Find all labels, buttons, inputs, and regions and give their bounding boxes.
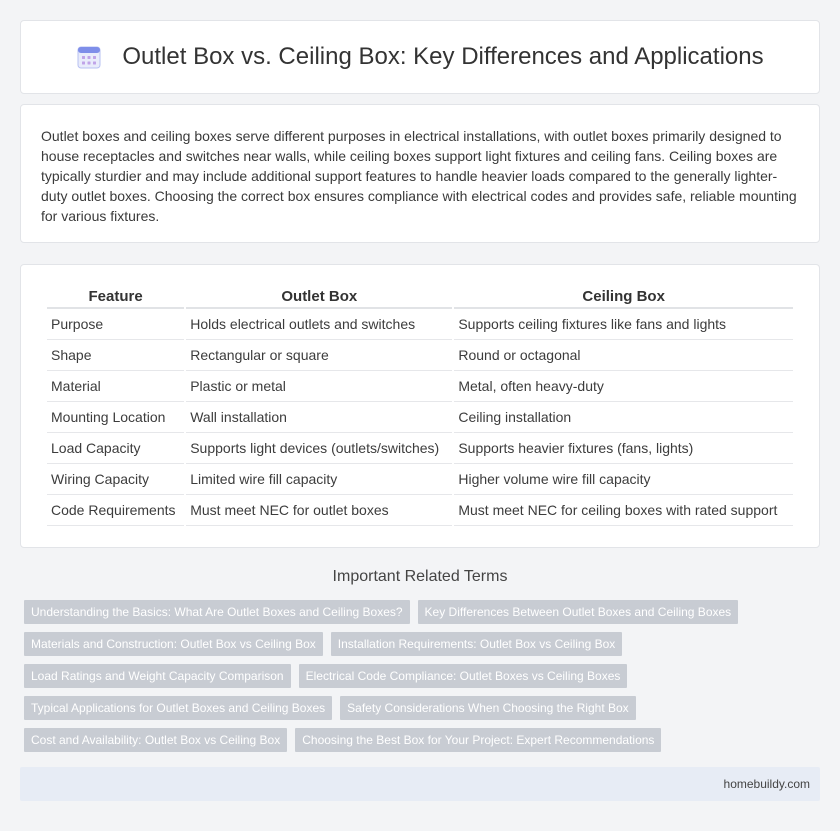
table-cell: Code Requirements	[47, 495, 184, 526]
column-header-outlet-box: Outlet Box	[186, 285, 452, 309]
table-row	[47, 371, 793, 402]
related-terms-title: Important Related Terms	[332, 568, 508, 585]
related-term-tag[interactable]: Choosing the Best Box for Your Project: Expert Recommendations	[295, 728, 661, 752]
table-cell: Metal, often heavy-duty	[454, 371, 793, 402]
table-row	[47, 402, 793, 433]
header-card	[20, 20, 820, 94]
table-row	[47, 340, 793, 371]
table-cell: Load Capacity	[47, 433, 184, 464]
comparison-table	[45, 285, 795, 526]
table-row	[47, 309, 793, 340]
table-cell: Rectangular or square	[186, 340, 452, 371]
table-cell: Supports light devices (outlets/switches)	[186, 433, 452, 464]
table-cell: Round or octagonal	[454, 340, 793, 371]
table-cell: Must meet NEC for outlet boxes	[186, 495, 452, 526]
table-cell: Must meet NEC for ceiling boxes with rated support	[454, 495, 793, 526]
table-cell: Limited wire fill capacity	[186, 464, 452, 495]
table-cell: Holds electrical outlets and switches	[186, 309, 452, 340]
related-term-tag[interactable]: Load Ratings and Weight Capacity Comparison	[24, 664, 291, 688]
related-term-tag[interactable]: Materials and Construction: Outlet Box vs Ceiling Box	[24, 632, 323, 656]
related-term-tag[interactable]: Typical Applications for Outlet Boxes and Ceiling Boxes	[24, 696, 332, 720]
related-term-tag[interactable]: Installation Requirements: Outlet Box vs Ceiling Box	[331, 632, 622, 656]
related-terms-list	[24, 600, 824, 760]
table-cell: Material	[47, 371, 184, 402]
comparison-table-card	[20, 264, 820, 548]
footer-site-link[interactable]: homebuildy.com	[723, 777, 810, 791]
table-cell: Supports heavier fixtures (fans, lights)	[454, 433, 793, 464]
table-row	[47, 495, 793, 526]
page-title: Outlet Box vs. Ceiling Box: Key Differences and Applications	[122, 43, 764, 70]
table-row	[47, 464, 793, 495]
intro-card	[20, 104, 820, 243]
table-row	[47, 433, 793, 464]
table-cell: Plastic or metal	[186, 371, 452, 402]
table-cell: Shape	[47, 340, 184, 371]
column-header-feature: Feature	[47, 285, 184, 309]
column-header-ceiling-box: Ceiling Box	[454, 285, 793, 309]
related-term-tag[interactable]: Key Differences Between Outlet Boxes and Ceiling Boxes	[418, 600, 739, 624]
intro-text: Outlet boxes and ceiling boxes serve different purposes in electrical installations, with outlet boxes primarily designed to house receptacles and switches near walls, while ceiling boxes support light fixtures and ceiling fans. Ceiling boxes are typically sturdier and may include additional support features to handle heavier loads compared to the generally lighter-duty outlet boxes. Choosing the correct box ensures compliance with electrical codes and provides safe, reliable mounting for various fixtures.	[41, 128, 797, 224]
table-cell: Higher volume wire fill capacity	[454, 464, 793, 495]
footer	[20, 767, 820, 801]
table-cell: Wiring Capacity	[47, 464, 184, 495]
table-cell: Supports ceiling fixtures like fans and lights	[454, 309, 793, 340]
table-cell: Purpose	[47, 309, 184, 340]
table-cell: Ceiling installation	[454, 402, 793, 433]
table-header-row	[47, 285, 793, 309]
table-cell: Mounting Location	[47, 402, 184, 433]
calendar-icon	[76, 44, 102, 70]
related-term-tag[interactable]: Electrical Code Compliance: Outlet Boxes vs Ceiling Boxes	[299, 664, 628, 688]
table-cell: Wall installation	[186, 402, 452, 433]
related-term-tag[interactable]: Safety Considerations When Choosing the Right Box	[340, 696, 636, 720]
related-term-tag[interactable]: Cost and Availability: Outlet Box vs Ceiling Box	[24, 728, 287, 752]
related-term-tag[interactable]: Understanding the Basics: What Are Outlet Boxes and Ceiling Boxes?	[24, 600, 410, 624]
